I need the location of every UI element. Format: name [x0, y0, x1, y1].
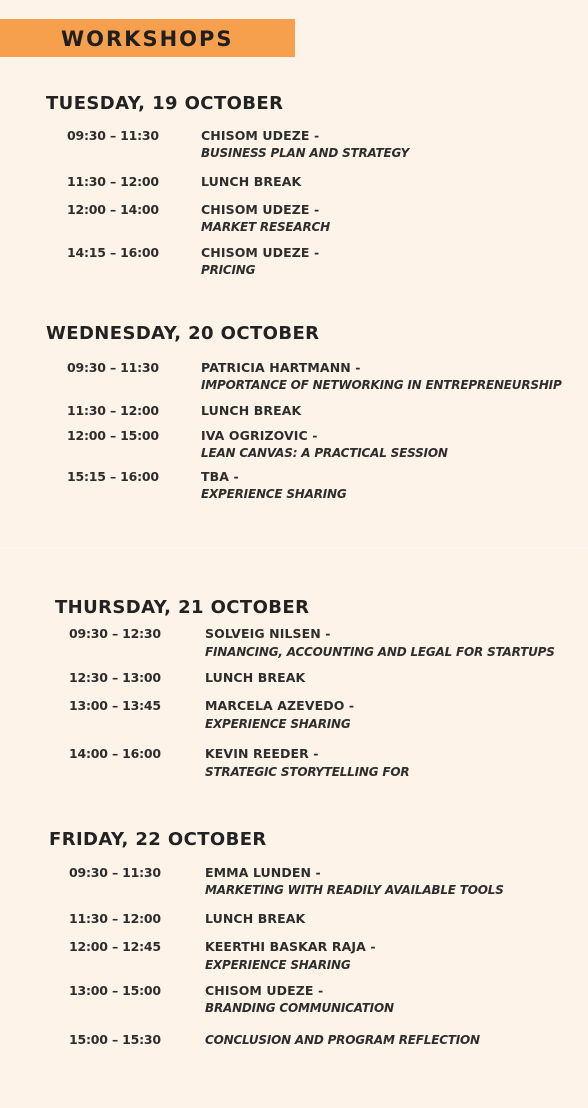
session-time: 09:30 – 11:30	[67, 360, 159, 375]
session-topic: FINANCING, ACCOUNTING AND LEGAL FOR STARTUPS	[205, 645, 555, 659]
session-speaker: LUNCH BREAK	[205, 670, 306, 685]
session-time: 11:30 – 12:00	[67, 403, 159, 418]
session-topic: EXPERIENCE SHARING	[205, 958, 351, 972]
session-time: 09:30 – 11:30	[67, 128, 159, 143]
session-speaker: LUNCH BREAK	[201, 174, 302, 189]
session-time: 13:00 – 15:00	[69, 983, 161, 998]
session-topic: EXPERIENCE SHARING	[201, 487, 347, 501]
session-time: 12:00 – 15:00	[67, 428, 159, 443]
session-time: 15:00 – 15:30	[69, 1032, 161, 1047]
session-speaker: KEVIN REEDER -	[205, 746, 319, 761]
session-topic: EXPERIENCE SHARING	[205, 717, 351, 731]
session-speaker: LUNCH BREAK	[201, 403, 302, 418]
session-speaker: CHISOM UDEZE -	[201, 245, 320, 260]
session-speaker: IVA OGRIZOVIC -	[201, 428, 318, 443]
session-speaker: CHISOM UDEZE -	[201, 202, 320, 217]
session-speaker: CHISOM UDEZE -	[201, 128, 320, 143]
session-time: 11:30 – 12:00	[67, 174, 159, 189]
session-speaker: KEERTHI BASKAR RAJA -	[205, 939, 376, 954]
session-time: 13:00 – 13:45	[69, 698, 161, 713]
session-time: 09:30 – 12:30	[69, 626, 161, 641]
session-speaker: MARCELA AZEVEDO -	[205, 698, 355, 713]
session-time: 14:00 – 16:00	[69, 746, 161, 761]
section-divider	[0, 547, 588, 549]
session-topic: IMPORTANCE OF NETWORKING IN ENTREPRENEURSHIP	[201, 378, 562, 392]
session-topic: PRICING	[201, 263, 256, 277]
session-time: 14:15 – 16:00	[67, 245, 159, 260]
session-topic: MARKET RESEARCH	[201, 220, 330, 234]
day-title-wednesday: WEDNESDAY, 20 OCTOBER	[46, 323, 320, 344]
session-topic: BUSINESS PLAN AND STRATEGY	[201, 146, 410, 160]
session-time: 12:30 – 13:00	[69, 670, 161, 685]
session-topic: BRANDING COMMUNICATION	[205, 1001, 394, 1015]
session-time: 11:30 – 12:00	[69, 911, 161, 926]
session-topic: CONCLUSION AND PROGRAM REFLECTION	[205, 1033, 480, 1047]
session-time: 12:00 – 12:45	[69, 939, 161, 954]
session-topic: LEAN CANVAS: A PRACTICAL SESSION	[201, 446, 448, 460]
day-title-friday: FRIDAY, 22 OCTOBER	[49, 829, 267, 850]
session-topic: MARKETING WITH READILY AVAILABLE TOOLS	[205, 883, 504, 897]
session-topic: STRATEGIC STORYTELLING FOR	[205, 765, 410, 779]
session-speaker: PATRICIA HARTMANN -	[201, 360, 361, 375]
session-speaker: SOLVEIG NILSEN -	[205, 626, 331, 641]
session-speaker: LUNCH BREAK	[205, 911, 306, 926]
day-title-thursday: THURSDAY, 21 OCTOBER	[55, 597, 310, 618]
session-speaker: TBA -	[201, 469, 239, 484]
session-time: 15:15 – 16:00	[67, 469, 159, 484]
page-title: WORKSHOPS	[61, 27, 234, 51]
session-speaker: CHISOM UDEZE -	[205, 983, 324, 998]
session-time: 09:30 – 11:30	[69, 865, 161, 880]
day-title-tuesday: TUESDAY, 19 OCTOBER	[46, 93, 284, 114]
session-time: 12:00 – 14:00	[67, 202, 159, 217]
session-speaker: EMMA LUNDEN -	[205, 865, 321, 880]
